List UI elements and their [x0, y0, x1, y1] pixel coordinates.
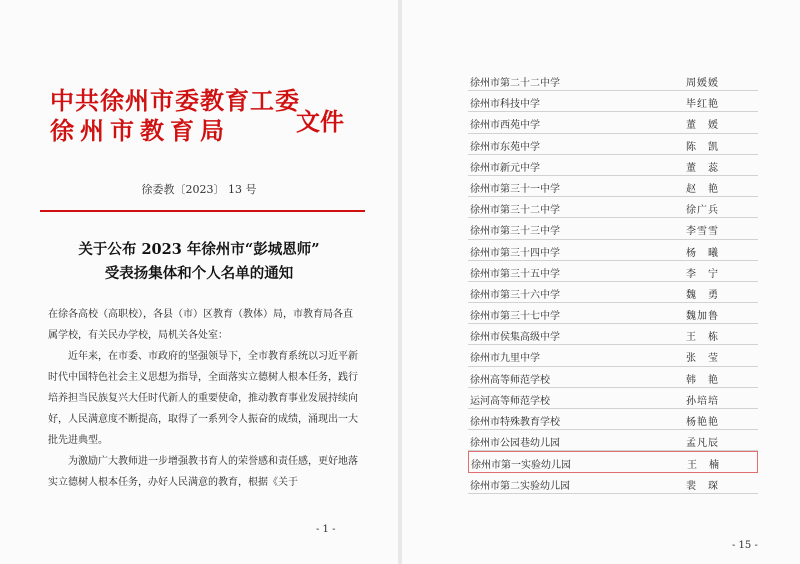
person-name: 孟凡辰 — [686, 438, 719, 450]
person-name: 赵 艳 — [686, 183, 719, 195]
list-item — [468, 91, 758, 112]
list-item — [468, 430, 758, 451]
school-name: 徐州市第三十三中学 — [470, 226, 560, 238]
school-name: 徐州市新元中学 — [470, 162, 540, 174]
list-item — [468, 70, 758, 91]
notice-title-line-2: 受表扬集体和个人名单的通知 — [104, 265, 294, 282]
person-name: 董 媛 — [686, 120, 719, 132]
list-item — [468, 261, 758, 282]
list-item — [468, 134, 758, 155]
body-paragraph: 近年来，在市委、市政府的坚强领导下，全市教育系统以习近平新时代中国特色社会主义思想为指导，全面落实立德树人根本任务，践行培养担当民族复兴大任时代新人的重要使命，推动教育事业发展持续向好，人民满意度不断提高，取得了一系列令人振奋的成绩，涌现出一大批先进典型。 — [48, 351, 358, 446]
person-name: 韩 艳 — [686, 374, 719, 386]
person-name: 毕红艳 — [686, 99, 719, 111]
school-name: 徐州市西苑中学 — [470, 120, 540, 132]
school-name: 徐州市第二十二中学 — [470, 78, 560, 89]
school-name: 徐州市特殊教育学校 — [470, 417, 560, 428]
school-name: 徐州市第一实验幼儿园 — [471, 460, 571, 472]
list-item — [468, 324, 758, 345]
right-page — [402, 0, 800, 564]
list-item — [468, 303, 758, 324]
person-name: 董 蕊 — [686, 162, 719, 174]
org-name-line-2: 徐州市教育局 — [50, 116, 230, 145]
list-item — [468, 282, 758, 303]
school-name: 徐州市侯集高级中学 — [470, 332, 560, 344]
person-name: 王 栋 — [686, 332, 719, 344]
school-name: 运河高等师范学校 — [470, 395, 550, 407]
school-name: 徐州市第二实验幼儿园 — [470, 480, 570, 492]
list-item — [468, 218, 758, 239]
highlighted-list-item — [468, 451, 758, 472]
page-number: - 15 - — [732, 540, 758, 551]
person-name: 杨 曦 — [686, 247, 719, 259]
list-item — [468, 197, 758, 218]
document-label: 文件 — [296, 107, 344, 136]
body-paragraph: 为激励广大教师进一步增强教书育人的荣誉感和责任感，更好地落实立德树人根本任务，办好人民满意的教育，根据《关于 — [48, 456, 358, 488]
person-name: 魏 勇 — [686, 289, 719, 301]
person-name: 孙培培 — [686, 395, 719, 407]
list-item — [468, 473, 758, 494]
notice-title-line-1: 关于公布 2023 年徐州市“彭城恩师” — [78, 241, 320, 258]
school-name: 徐州市科技中学 — [470, 99, 540, 111]
person-name: 王 楠 — [687, 460, 720, 472]
school-name: 徐州市九里中学 — [470, 353, 540, 365]
list-item — [468, 388, 758, 409]
school-name: 徐州市公园巷幼儿园 — [470, 438, 560, 450]
person-name: 徐广兵 — [686, 205, 719, 217]
list-item — [468, 176, 758, 197]
school-name: 徐州市第三十五中学 — [470, 268, 560, 280]
list-item — [468, 345, 758, 366]
person-name: 李 宁 — [686, 268, 719, 280]
school-name: 徐州市第三十七中学 — [470, 311, 560, 323]
red-divider — [40, 210, 365, 212]
school-name: 徐州市第三十六中学 — [470, 289, 560, 301]
person-name: 杨艳艳 — [686, 417, 719, 428]
org-name-line-1: 中共徐州市委教育工委 — [50, 86, 300, 115]
person-name: 张 莹 — [686, 353, 719, 365]
person-name: 裴 琛 — [686, 480, 719, 492]
person-name: 陈 凯 — [686, 141, 719, 153]
list-item — [468, 112, 758, 133]
page-number: - 1 - — [316, 524, 336, 535]
honoree-list — [468, 70, 758, 494]
list-item — [468, 409, 758, 430]
school-name: 徐州市东苑中学 — [470, 141, 540, 153]
person-name: 魏加鲁 — [686, 311, 719, 323]
left-page — [0, 0, 399, 564]
person-name: 李雪雪 — [686, 226, 719, 238]
school-name: 徐州高等师范学校 — [470, 374, 550, 386]
list-item — [468, 155, 758, 176]
notice-body — [48, 304, 358, 493]
salutation-paragraph: 在徐各高校（高职校），各县（市）区教育（教体）局，市教育局各直属学校，有关民办学校，局机关各处室： — [48, 309, 353, 341]
notice-title — [0, 238, 398, 286]
list-item — [468, 240, 758, 261]
person-name: 周媛媛 — [686, 78, 719, 89]
school-name: 徐州市第三十一中学 — [470, 183, 560, 195]
school-name: 徐州市第三十二中学 — [470, 205, 560, 217]
school-name: 徐州市第三十四中学 — [470, 247, 560, 259]
document-number: 徐委教〔2023〕 13 号 — [141, 183, 257, 196]
list-item — [468, 367, 758, 388]
